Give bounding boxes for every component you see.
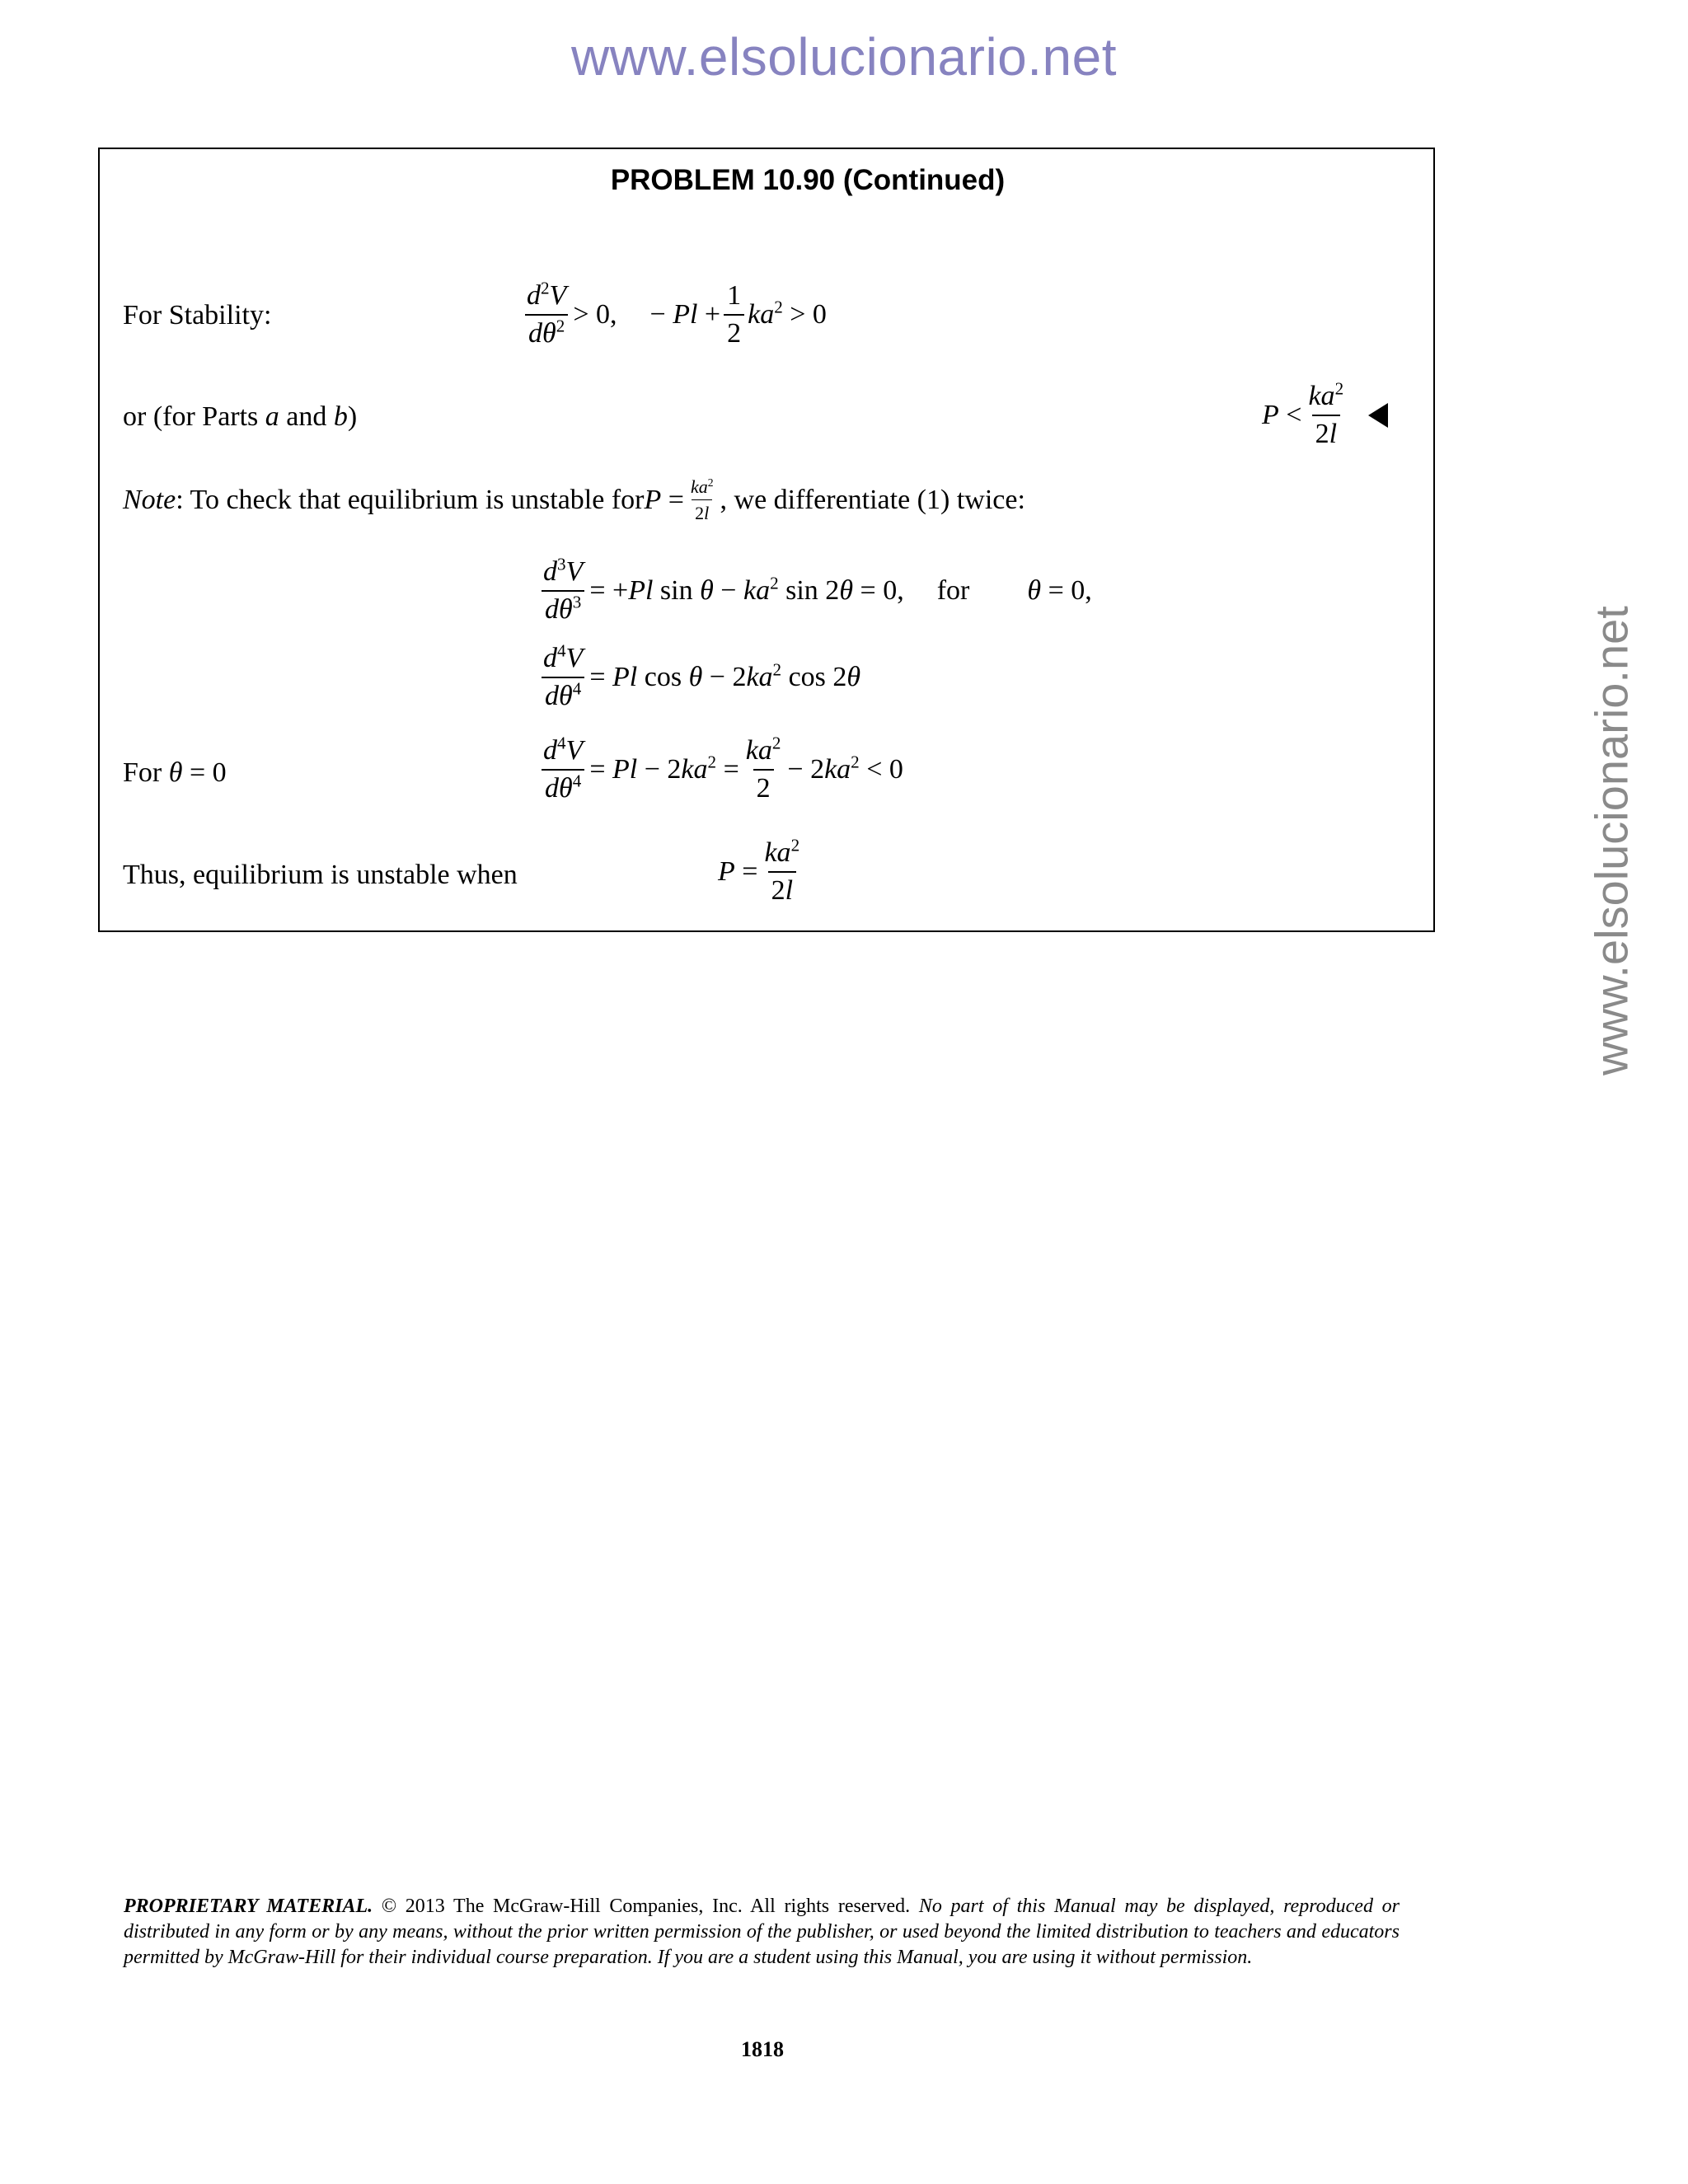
conclusion-label: Thus, equilibrium is unstable when	[123, 860, 518, 890]
watermark-side: www.elsolucionario.net	[1585, 606, 1638, 1076]
conclusion-equation: P = $\frac{ka^2}{2l}$	[718, 835, 800, 906]
stability-label: For Stability:	[123, 300, 272, 330]
solution-box	[98, 148, 1435, 932]
answer-marker-icon	[1368, 403, 1388, 428]
fourth-derivative-at-zero: $\frac{d^4V}{d\theta^4}$ = $Pl - 2ka^2$ = $\frac{ka^2}{2}$ − $2ka^2 < 0$	[543, 733, 903, 804]
page-number: 1818	[741, 2037, 784, 2061]
for-theta-label: For θ = 0	[123, 757, 227, 788]
fourth-derivative: $\frac{d^4V}{d\theta^4}$ = Pl $\cos \theta - 2ka^2$ cos 2θ	[543, 640, 861, 711]
parts-answer: P < $\frac{ka^2}{2l}$	[1262, 382, 1388, 448]
third-derivative: $\frac{d^3V}{d\theta^3}$ = +Pl $\sin \theta - ka^2$ sin 2θ = 0, for θ = 0,	[543, 554, 1092, 625]
note-line: Note: To check that equilibrium is unstable for P = $\frac{ka^2}{2l}$ , we differentiate (1) twice:	[123, 476, 1025, 524]
parts-label: or (for Parts a and b)	[123, 401, 358, 432]
stability-equation: $\frac{d^2V}{d\theta^2}$ > 0, − Pl + $\frac{1}{2}$ $ka^2 > 0$	[527, 278, 827, 349]
problem-title: PROBLEM 10.90 (Continued)	[610, 164, 1006, 196]
proprietary-notice: PROPRIETARY MATERIAL. © 2013 The McGraw-Hill Companies, Inc. All rights reserved. No part of this Manual may be displayed, reproduced or distributed in any form or by any means, without the prior written permission of the publisher, or used beyond the limited distribution to teachers and educators permitted by McGraw-Hill for their individual course preparation. If you are a student using this Manual, you are using it without permission.	[124, 1896, 1400, 1968]
watermark-top: www.elsolucionario.net	[571, 27, 1117, 87]
